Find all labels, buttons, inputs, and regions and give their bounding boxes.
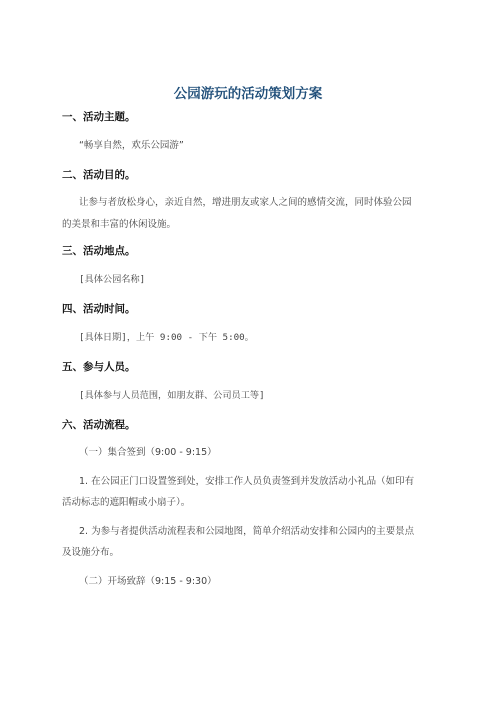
section-heading-process: 六、活动流程。 <box>62 419 136 431</box>
section-heading-purpose: 二、活动目的。 <box>62 169 136 181</box>
section-body-purpose-line1: 让参与者放松身心，亲近自然，增进朋友或家人之间的感情交流，同时体验公园 <box>79 197 412 208</box>
section-body-theme: “畅享自然，欢乐公园游” <box>79 140 184 151</box>
subsection-opening: （二）开场致辞（9:15 - 9:30） <box>79 576 217 587</box>
section-heading-theme: 一、活动主题。 <box>62 111 136 123</box>
section-body-time: [具体日期]，上午 9:00 - 下午 5:00。 <box>79 332 254 343</box>
section-heading-time: 四、活动时间。 <box>62 303 136 315</box>
process-item-2-line1: 2. 为参与者提供活动流程表和公园地图，简单介绍活动安排和公园内的主要景点 <box>79 526 415 537</box>
process-item-1-line1: 1. 在公园正门口设置签到处，安排工作人员负责签到并发放活动小礼品（如印有 <box>79 476 415 487</box>
subsection-checkin: （一）集合签到（9:00 - 9:15） <box>79 447 217 458</box>
section-body-purpose-line2: 的美景和丰富的休闲设施。 <box>62 219 177 230</box>
section-body-location: [具体公园名称] <box>79 274 146 285</box>
process-item-2-line2: 及设施分布。 <box>62 547 120 558</box>
section-body-participants: [具体参与人员范围，如朋友群、公司员工等] <box>79 390 265 401</box>
document-title: 公园游玩的活动策划方案 <box>173 86 323 102</box>
section-heading-location: 三、活动地点。 <box>62 245 136 257</box>
process-item-1-line2: 活动标志的遮阳帽或小扇子）。 <box>62 497 191 508</box>
section-heading-participants: 五、参与人员。 <box>62 361 136 373</box>
